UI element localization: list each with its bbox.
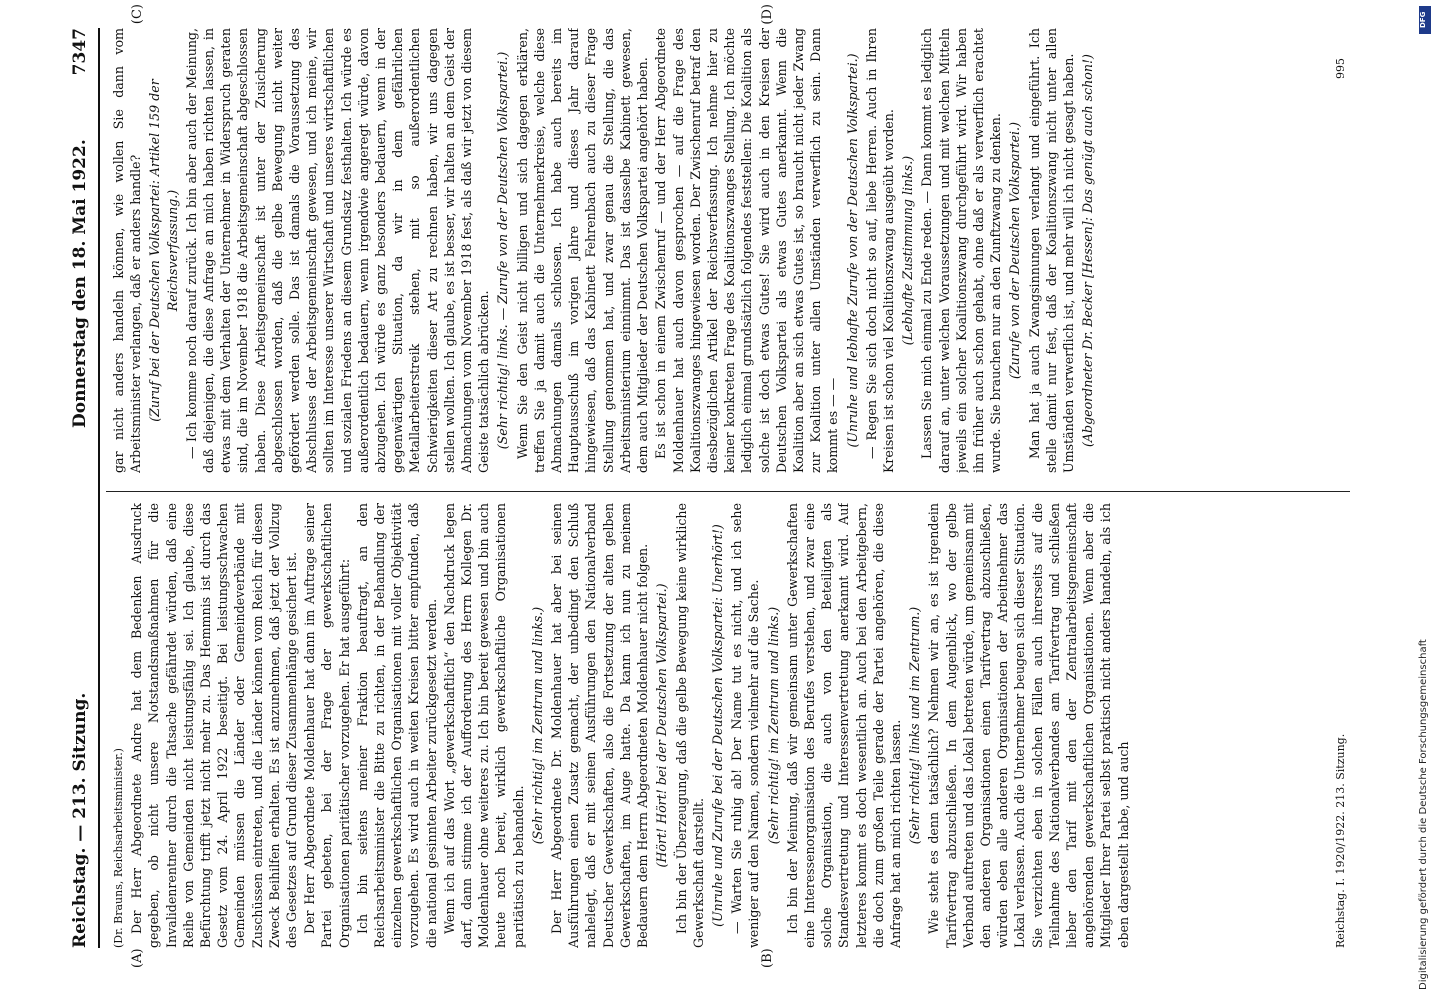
paragraph: — Warten Sie ruhig ab! Der Name tut es nicht, und ich sehe weniger auf den Namen, sondern vielmehr auf die Sache. xyxy=(729,503,762,948)
page-header xyxy=(70,28,96,968)
paragraph: Ich bin seitens meiner Fraktion beauftragt, an den Reichsarbeitsminister die Bitte zu richten, in der Behandlung der einzelnen gewerkschaftlichen Organisationen mit voller Objektivität vorzugehen. Es wird auch in weiten Kreisen bitter empfunden, daß die national gesinnten Arbeiter zurückgesetzt werden. xyxy=(354,503,439,948)
stage-direction: (Abgeordneter Dr. Becker [Hessen]: Das genügt auch schon!) xyxy=(1080,54,1096,447)
stage-direction: (Sehr richtig! im Zentrum und links.) xyxy=(529,606,545,845)
paragraph: Wenn Sie den Geist nicht billigen und sich dagegen erklären, treffen Sie ja damit auch die Unternehmerkreise, welche diese Abmachungen damals schlossen. Ich habe auch bereits im Hauptausschuß im vorigen Jahre und dieses Jahr darauf hingewiesen, daß das Kabinett Fehrenbach auch zu dieser Frage Stellung genommen hat, und zwar genau die Stellung, die das Arbeitsministerium einnimmt. Das ist dasselbe Kabinett gewesen, dem auch Mitglieder der Deutschen Volkspartei angehört haben. xyxy=(514,28,651,473)
header-left: Reichstag. — 213. Sitzung. xyxy=(70,692,90,948)
page-number: 7347 xyxy=(70,28,90,76)
paragraph: — Regen Sie sich doch nicht so auf, liebe Herren. Auch in Ihren Kreisen ist schon viel Koalitionszwang ausgeübt worden. xyxy=(863,28,896,473)
dfg-logo: DFG xyxy=(1419,6,1431,34)
stage-direction: (Zuruf bei der Deutschen Volkspartei: Artikel 159 der Reichsverfassung.) xyxy=(147,79,180,422)
stage-direction: (Lebhafte Zustimmung links.) xyxy=(900,155,916,346)
document-page xyxy=(70,4,1360,968)
paragraph: Lassen Sie mich einmal zu Ende reden. — Dann kommt es lediglich darauf an, unter welchen Voraussetzungen und mit welchen Mitteln jeweils ein solcher Koalitionszwang durchgeführt wird. Wir haben ihn früher auch schon gehabt, ohne daß er als verwerflich erachtet wurde. Sie brauchen nur an den Zunftzwang zu denken. xyxy=(919,28,1004,473)
margin-marker-c: (C) xyxy=(130,4,145,25)
paragraph: gar nicht anders handeln können, wie wollen Sie dann vom Arbeitsminister verlangen, daß er anders handle? xyxy=(111,28,144,473)
footer-left: Reichstag. I. 1920/1922. 213. Sitzung. xyxy=(1334,733,1347,948)
stage-direction: (Unruhe und lebhafte Zurufe von der Deutschen Volkspartei.) xyxy=(844,53,860,448)
right-column xyxy=(110,28,1350,473)
footer-page-number: 995 xyxy=(1334,58,1347,79)
paragraph: Wie steht es denn tatsächlich? Nehmen wir an, es ist irgendein Tarifvertrag abzuschließen. In dem Augenblick, wo der gelbe Verband auftreten und das Lokal betreten würde, um gemeinsam mit den anderen Organisationen einen Tarifvertrag abzuschließen, würden eben alle anderen Organisationen der Arbeitnehmer das Lokal verlassen. Auch die Unternehmer beugen sich dieser Situation. Sie verzichten eben in solchen Fällen auch ihrerseits auf die Teilnahme des Nationalverbandes am Tarifvertrag und schließen lieber den Tarif mit den der Zentralarbeitsgemeinschaft angehörenden gewerkschaftlichen Organisationen. Wenn aber die Mitglieder Ihrer Partei selbst praktisch nicht anders handeln, als ich eben dargestellt habe, und auch xyxy=(926,503,1131,948)
paragraph: Der Herr Abgeordnete Andre hat dem Bedenken Ausdruck gegeben, ob nicht unsere Notstandsmaßnahmen für die Invalidenrentner durch die Tatsache gefährdet würden, daß eine Reihe von Gemeinden nicht leistungsfähig sei. Ich glaube, diese Befürchtung trifft jetzt nicht mehr zu. Das Hemmnis ist durch das Gesetz vom 24. April 1922 beseitigt. Bei leistungsschwachen Gemeinden müssen die Länder oder Gemeindeverbände mit Zuschüssen eintreten, und die Länder können vom Reich für diesen Zweck Beihilfen erhalten. Es ist anzunehmen, daß jetzt der Vollzug des Gesetzes auf Grund dieser Zusammenhänge gesichert ist. xyxy=(129,503,300,948)
left-column xyxy=(110,503,1350,948)
paragraph: — Ich komme noch darauf zurück. Ich bin aber auch der Meinung, daß diejenigen, die diese Anfrage an mich haben richten lassen, in etwas mit dem Verhalten der Unternehmer in Widerspruch geraten sind, die im November 1918 die Arbeitsgemeinschaft abgeschlossen haben. Diese Arbeitsgemeinschaft ist unter der Zusicherung abgeschlossen worden, daß die gelbe Bewegung nicht weiter gefördert werden solle. Das ist damals die Voraussetzung des Abschlusses der Arbeitsgemeinschaft gewesen, und ich meine, wir sollten im Interesse unserer Wirtschaft und unseres wirtschaftlichen und sozialen Friedens an diesem Grundsatz festhalten. Ich würde es außerordentlich bedauern, wenn irgendwie angeregt würde, davon abzugehen. Ich würde es ganz besonders bedauern, wenn in der gegenwärtigen Situation, da wir in dem gefährlichen Metallarbeiterstreik stehen, mit so außerordentlichen Schwierigkeiten dieser Art zu rechnen haben, wir uns dagegen stellen wollten. Ich glaube, es ist besser, wir halten an dem Geist der Abmachungen vom November 1918 fest, als daß wir jetzt von diesem Geiste tatsächlich abrücken. xyxy=(183,28,492,473)
speaker-label: (Dr. Brauns, Reichsarbeitsminister.) xyxy=(112,748,125,948)
paragraph: Man hat ja auch Zwangsinnungen verlangt und eingeführt. Ich stelle damit nur fest, daß der Koalitionszwang nicht unter allen Umständen verwerflich ist, und mehr will ich nicht gesagt haben. xyxy=(1026,28,1076,473)
stage-direction: (Zurufe von der Deutschen Volkspartei.) xyxy=(1007,122,1023,379)
stage-direction: (Sehr richtig! im Zentrum und links.) xyxy=(765,606,781,845)
paragraph: Ich bin der Überzeugung, daß die gelbe Bewegung keine wirkliche Gewerkschaft darstellt. xyxy=(673,503,706,948)
margin-marker-b: (B) xyxy=(760,948,775,968)
digitization-credit: Digitalisierung gefördert durch die Deutsche Forschungsgemeinschaft xyxy=(1418,639,1429,990)
margin-marker-a: (A) xyxy=(130,948,145,968)
paragraph: Ich bin der Meinung, daß wir gemeinsam unter Gewerkschaften eine Interessenorganisation des Berufes verstehen, und zwar eine solche Organisation, die auch von den Beteiligten als Standesvertretung und Interessenvertretung anerkannt wird. Auf letzteres kommt es doch wesentlich an. Auch bei den Arbeitgebern, die doch zum großen Teile gerade der Partei angehören, die diese Anfrage hat an mich richten lassen. xyxy=(784,503,903,948)
paragraph: Der Herr Abgeordnete Dr. Moldenhauer hat aber bei seinen Ausführungen einen Zusatz gemacht, der unbedingt den Schluß nahelegt, daß er mit seinen Ausführungen den Nationalverband Deutscher Gewerkschaften, also die Fortsetzung der alten gelben Gewerkschaften, im Auge hatte. Da kann ich nun zu meinem Bedauern dem Herrn Abgeordneten Moldenhauer nicht folgen. xyxy=(549,503,651,948)
header-rule xyxy=(98,28,100,948)
header-right: Donnerstag den 18. Mai 1922. xyxy=(70,139,90,428)
column-divider xyxy=(106,491,1350,492)
paragraph: Der Herr Abgeordnete Moldenhauer hat dann im Auftrage seiner Partei gebeten, bei der Frage der gewerkschaftlichen Organisationen paritätischer vorzugehen. Er hat ausgeführt: xyxy=(302,503,352,948)
stage-direction: (Sehr richtig! links. — Zurufe von der Deutschen Volkspartei.) xyxy=(495,51,511,450)
margin-marker-d: (D) xyxy=(760,4,775,25)
stage-direction: (Unruhe und Zurufe bei der Deutschen Volkspartei: Unerhört!) xyxy=(709,524,725,927)
paragraph: Wenn ich auf das Wort „gewerkschaftlich“ den Nachdruck legen darf, dann stimme ich der Aufforderung des Herrn Kollegen Dr. Moldenhauer ohne weiteres zu. Ich bin bereit gewesen und bin auch heute noch bereit, wirklich gewerkschaftliche Organisationen paritätisch zu behandeln. xyxy=(441,503,526,948)
stage-direction: (Hört! Hört! bei der Deutschen Volkspartei.) xyxy=(654,583,670,868)
paragraph: Es ist schon in einem Zwischenruf — und der Herr Abgeordnete Moldenhauer hat auch davon gesprochen — auf die Frage des Koalitionszwanges hingewiesen worden. Der Zwischenruf betraf den diesbezüglichen Artikel der Reichsverfassung. Ich nehme hier zu keiner konkreten Frage des Koalitionszwanges Stellung. Ich möchte lediglich einmal grundsätzlich folgendes feststellen: Die Koalition als solche ist doch etwas Gutes! Sie wird auch in den Kreisen der Deutschen Volkspartei als etwas Gutes anerkannt. Wenn die Koalition aber an sich etwas Gutes ist, so braucht nicht jeder Zwang zur Koalition unter allen Umständen verwerflich zu sein. Dann kommt es — — xyxy=(653,28,841,473)
stage-direction: (Sehr richtig! links und im Zentrum.) xyxy=(907,606,923,845)
